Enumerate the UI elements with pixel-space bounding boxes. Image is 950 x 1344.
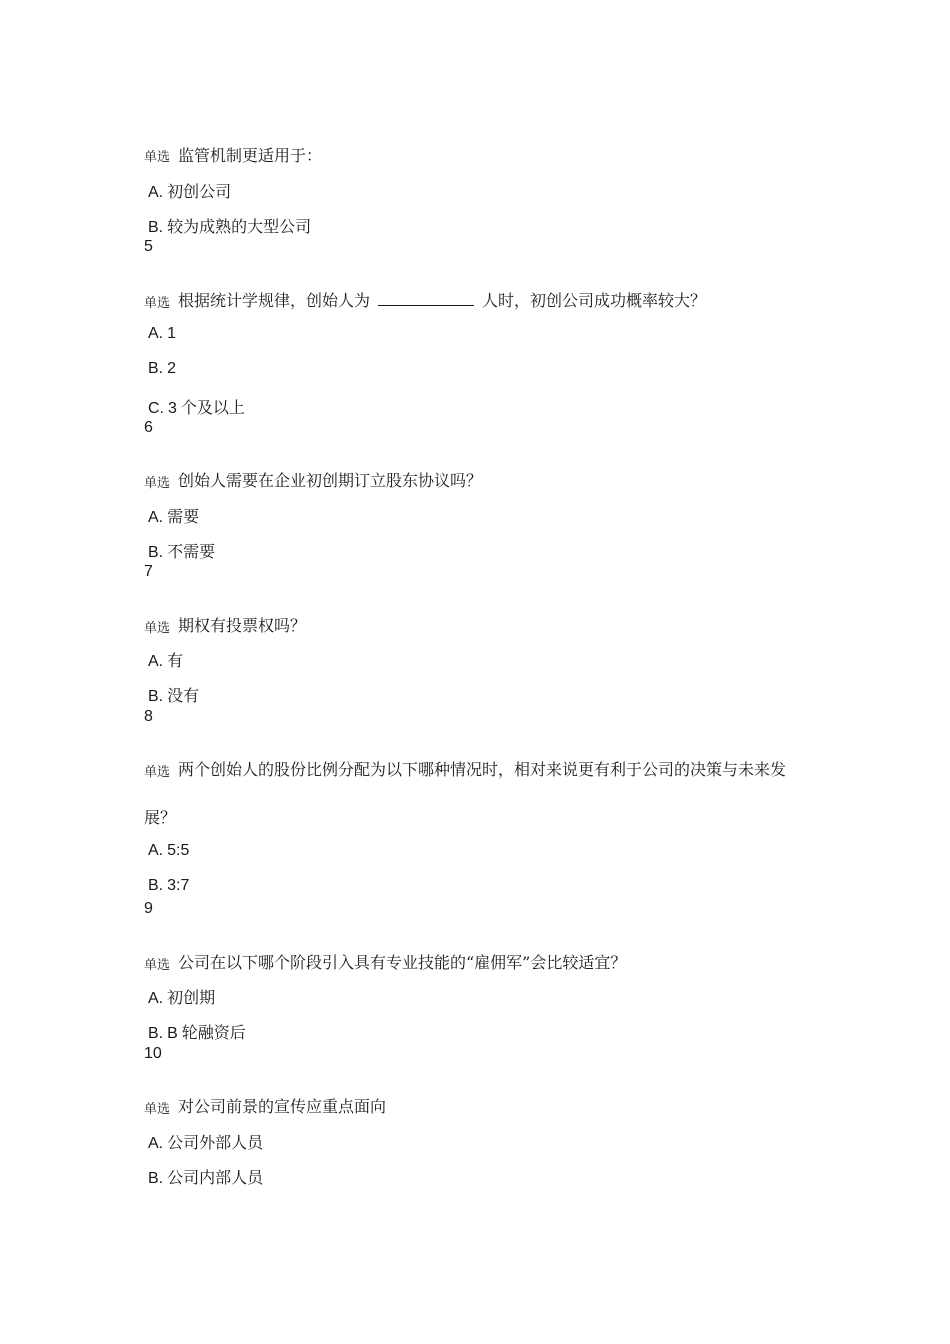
- question-type-label: 单选: [144, 296, 171, 311]
- option-b: [148, 1020, 246, 1043]
- option-b: [148, 539, 215, 562]
- option-text: 没有: [167, 686, 200, 705]
- option-a: [148, 985, 215, 1008]
- question-stem-line-1: 两个创始人的股份比例分配为以下哪种情况时，相对来说更有利于公司的决策与未来发: [178, 760, 787, 779]
- option-text: 较为成熟的大型公司: [167, 217, 312, 236]
- option-a: [148, 179, 231, 202]
- option-letter: B.: [148, 360, 164, 377]
- option-text: 5:5: [167, 842, 190, 859]
- option-letter: C.: [148, 400, 164, 417]
- question-number: 7: [144, 563, 153, 580]
- fill-in-blank: [378, 291, 474, 306]
- option-text: 3:7: [167, 877, 190, 894]
- question-number: 6: [144, 419, 153, 436]
- option-letter: A.: [148, 842, 164, 859]
- option-text: 初创公司: [167, 182, 232, 201]
- question-stem: 对公司前景的宣传应重点面向: [178, 1097, 387, 1116]
- question-stem-line-2: 展？: [144, 808, 177, 827]
- option-b: [148, 683, 199, 706]
- option-letter: A.: [148, 990, 164, 1007]
- option-a: [148, 504, 199, 527]
- option-letter: A.: [148, 653, 164, 670]
- question-number: 10: [144, 1045, 162, 1062]
- option-b: [148, 877, 189, 895]
- option-text: 公司外部人员: [167, 1133, 264, 1152]
- option-letter: B.: [148, 219, 164, 236]
- question-stem-after: 人时，初创公司成功概率较大？: [482, 291, 707, 310]
- option-text-suffix: 个及以上: [180, 398, 245, 417]
- option-letter: A.: [148, 184, 164, 201]
- question-type-label: 单选: [144, 958, 171, 973]
- option-a: [148, 325, 176, 343]
- option-text: 公司内部人员: [167, 1168, 264, 1187]
- question-stem: 公司在以下哪个阶段引入具有专业技能的“雇佣军”会比较适宜？: [178, 953, 627, 972]
- option-a: [148, 648, 183, 671]
- option-letter: B.: [148, 1170, 164, 1187]
- question-stem-before: 根据统计学规律，创始人为: [178, 291, 371, 310]
- question-stem: [178, 288, 706, 311]
- option-letter: B.: [148, 544, 164, 561]
- option-b: [148, 214, 311, 237]
- option-text: 需要: [167, 507, 200, 526]
- option-letter: B.: [148, 877, 164, 894]
- option-b: [148, 360, 176, 378]
- question-number: 9: [144, 900, 153, 917]
- option-letter: B.: [148, 1025, 164, 1042]
- option-b: [148, 1165, 263, 1188]
- question-type-label: 单选: [144, 621, 171, 636]
- option-a: [148, 1130, 263, 1153]
- option-letter: B.: [148, 688, 164, 705]
- question-number: 5: [144, 238, 153, 255]
- question-type-label: 单选: [144, 150, 171, 165]
- option-text: 初创期: [167, 988, 216, 1007]
- option-letter: A.: [148, 509, 164, 526]
- option-text: 有: [167, 651, 184, 670]
- option-a: [148, 842, 189, 860]
- option-c: [148, 395, 245, 418]
- question-stem: 创始人需要在企业初创期订立股东协议吗？: [178, 471, 483, 490]
- question-type-label: 单选: [144, 765, 171, 780]
- question-number: 8: [144, 708, 153, 725]
- option-letter: A.: [148, 1135, 164, 1152]
- option-text-suffix: 轮融资后: [181, 1023, 246, 1042]
- option-letter: A.: [148, 325, 164, 342]
- option-text: 1: [167, 325, 177, 342]
- question-stem: 期权有投票权吗？: [178, 616, 307, 635]
- option-text: 3: [168, 400, 177, 417]
- question-type-label: 单选: [144, 1102, 171, 1117]
- question-type-label: 单选: [144, 476, 171, 491]
- option-text: 不需要: [167, 542, 216, 561]
- option-text: B: [167, 1025, 178, 1042]
- question-stem: 监管机制更适用于：: [178, 146, 323, 165]
- option-text: 2: [167, 360, 177, 377]
